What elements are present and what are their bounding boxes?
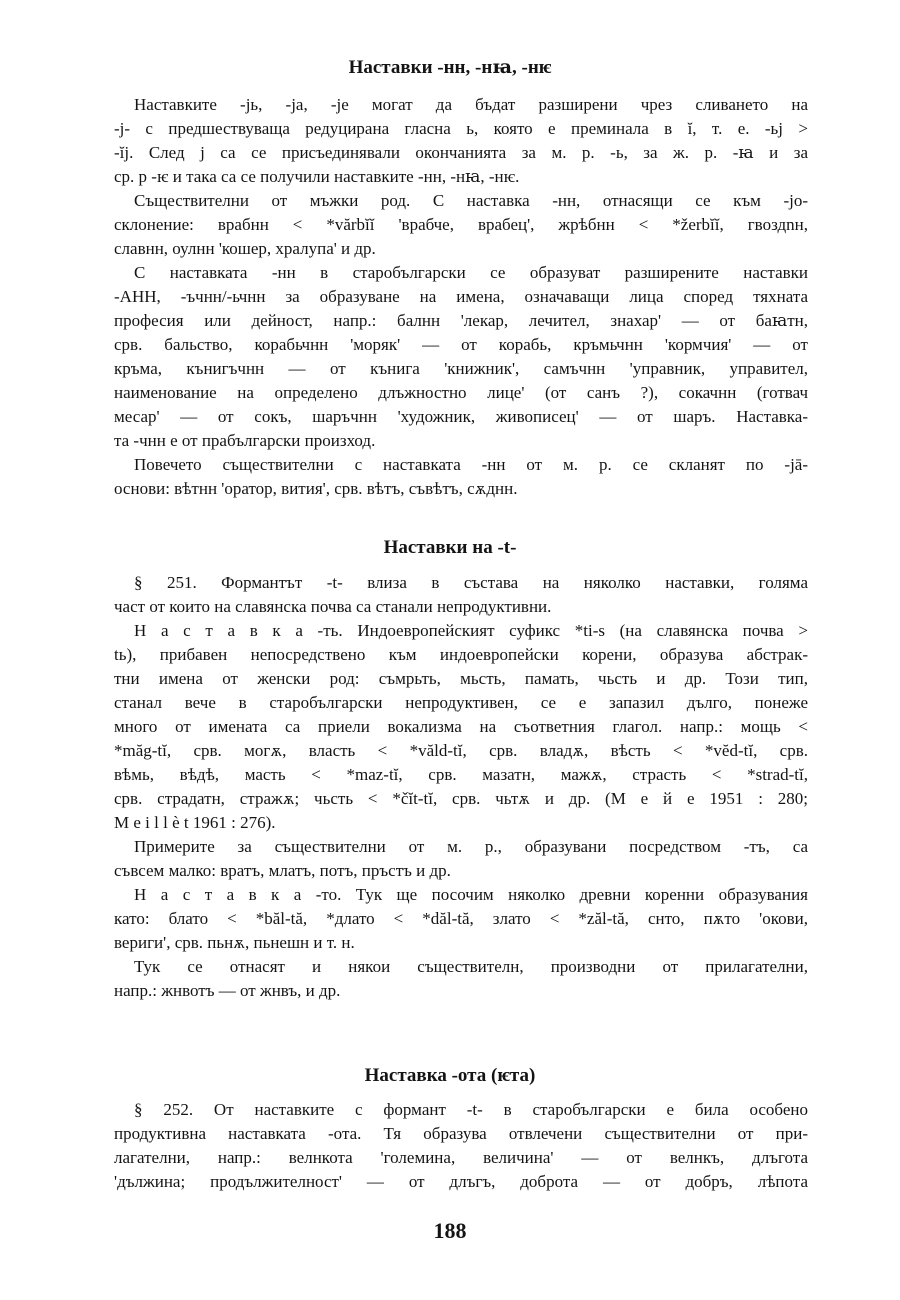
- text-line: професия или дейност, напр.: балнн 'лекар, лечител, знахар' — от баꙗтн,: [114, 311, 808, 330]
- paragraph: [114, 955, 808, 1003]
- text-line: част от които на славянска почва са станали непродуктивни.: [114, 597, 552, 616]
- text-line: Наставките -jь, -ja, -je могат да бъдат разширени чрез сливането на: [134, 95, 808, 114]
- text-line: § 251. Формантът -t- влиза в състава на няколко наставки, голяма: [134, 573, 808, 592]
- section-body: [114, 1098, 808, 1194]
- paragraph: [114, 619, 808, 835]
- text-line: § 252. От наставките с формант -t- в старобългарски е била особено: [134, 1100, 808, 1119]
- paragraph: [114, 189, 808, 261]
- text-line: срв. бальство, корабьчнн 'моряк' — от корабь, кръмьчнн 'кормчия' — от: [114, 335, 808, 354]
- text-line: месар' — от сокъ, шаръчнн 'художник, живописец' — от шаръ. Наставка-: [114, 407, 808, 426]
- page-number: 188: [433, 1218, 467, 1243]
- text-line: кръма, кънигъчнн — от кънига 'книжник', самъчнн 'управник, управител,: [114, 359, 808, 378]
- text-line: продуктивна наставката -ота. Тя образува отвлечени съществителни от при-: [114, 1124, 808, 1143]
- text-line: като: блато < *băl-tă, *длато < *dăl-tă, злато < *zăl-tă, снто, пѫто 'окови,: [114, 909, 808, 928]
- text-line: станал вече в старобългарски непродуктивен, се е запазил дълго, понеже: [114, 693, 808, 712]
- section-body: [114, 93, 808, 501]
- paragraph: [114, 835, 808, 883]
- text-line: -ĭj. След j са се присъединявали окончанията за м. р. -ь, за ж. р. -ꙗ и за: [114, 143, 808, 162]
- text-line: основи: вѣтнн 'оратор, вития', срв. вѣтъ, съвѣтъ, сѫднн.: [114, 479, 518, 498]
- text-line: склонение: врабнн < *vărbĭĭ 'врабче, врабец', жрѣбнн < *žerbĭĭ, гвоздnн,: [114, 215, 808, 234]
- section-body: [114, 571, 808, 1003]
- section-heading: Наставки -нн, -нꙗ, -нѥ: [348, 57, 552, 78]
- section-heading: Наставки на -t-: [383, 537, 517, 558]
- text-line: тни имена от женски род: съмрьть, мьсть, памать, чьсть и др. Този тип,: [114, 669, 808, 688]
- text-line: много от имената са приели вокализма на съответния глагол. напр.: мощь <: [114, 717, 808, 736]
- text-line: наименование на определено длъжностно лице' (от санъ ?), сокачнн (готвач: [114, 383, 808, 402]
- text-line: -АНН, -ъчнн/-ьчнн за образуване на имена, означаващи лица според тяхната: [114, 287, 808, 306]
- text-line: *măg-tĭ, срв. могѫ, власть < *văld-tĭ, срв. владѫ, вѣсть < *vĕd-tĭ, срв.: [114, 741, 808, 760]
- text-line: 'дължина; продължителност' — от длъгъ, доброта — от добръ, лѣпота: [114, 1172, 808, 1191]
- text-line: напр.: жнвотъ — от жнвъ, и др.: [114, 981, 341, 1000]
- text-line: Н а с т а в к а -ть. Индоевропейският суфикс *ti-s (на славянска почва >: [134, 621, 808, 640]
- text-line: M e i l l è t 1961 : 276).: [114, 813, 276, 832]
- text-line: лагателни, напр.: велнкота 'големина, величина' — от велнкъ, длъгота: [114, 1148, 808, 1167]
- text-line: та -чнн е от прабългарски произход.: [114, 431, 376, 450]
- paragraph: [114, 261, 808, 453]
- text-line: вѣмь, вѣдѣ, масть < *maz-tĭ, срв. мазатн, мажѫ, страсть < *strad-tĭ,: [114, 765, 808, 784]
- text-line: Примерите за съществителни от м. р., образувани посредством -тъ, са: [134, 837, 808, 856]
- text-line: славнн, оулнн 'кошер, хралупа' и др.: [114, 239, 376, 258]
- text-line: -j- с предшествуваща редуцирана гласна ь, която е преминала в ĭ, т. е. -ьj >: [114, 119, 808, 138]
- text-line: вериги', срв. пьнѫ, пьнешн и т. н.: [114, 933, 355, 952]
- text-line: Н а с т а в к а -то. Тук ще посочим няколко древни коренни образувания: [134, 885, 808, 904]
- text-line: tь), прибавен непосредствено към индоевропейски корени, образува абстрак-: [114, 645, 808, 664]
- section-heading: Наставка -ота (ѥта): [364, 1065, 536, 1086]
- paragraph: [114, 571, 808, 619]
- text-line: Тук се отнасят и някои съществителн, производни от прилагателни,: [134, 957, 808, 976]
- text-line: срв. страдатн, стражѫ; чьсть < *čĭt-tĭ, срв. чьтѫ и др. (М е й е 1951 : 280;: [114, 789, 808, 808]
- paragraph: [114, 883, 808, 955]
- paragraph: [114, 1098, 808, 1194]
- paragraph: [114, 453, 808, 501]
- text-line: С наставката -нн в старобългарски се образуват разширените наставки: [134, 263, 808, 282]
- text-line: ср. р -ѥ и така са се получили наставките -нн, -нꙗ, -нѥ.: [114, 167, 520, 186]
- text-line: Съществителни от мъжки род. С наставка -нн, отнасящи се към -jo-: [134, 191, 808, 210]
- text-line: Повечето съществителни с наставката -нн от м. р. се скланят по -jā-: [134, 455, 808, 474]
- paragraph: [114, 93, 808, 189]
- text-line: съвсем малко: вратъ, млатъ, потъ, пръстъ и др.: [114, 861, 451, 880]
